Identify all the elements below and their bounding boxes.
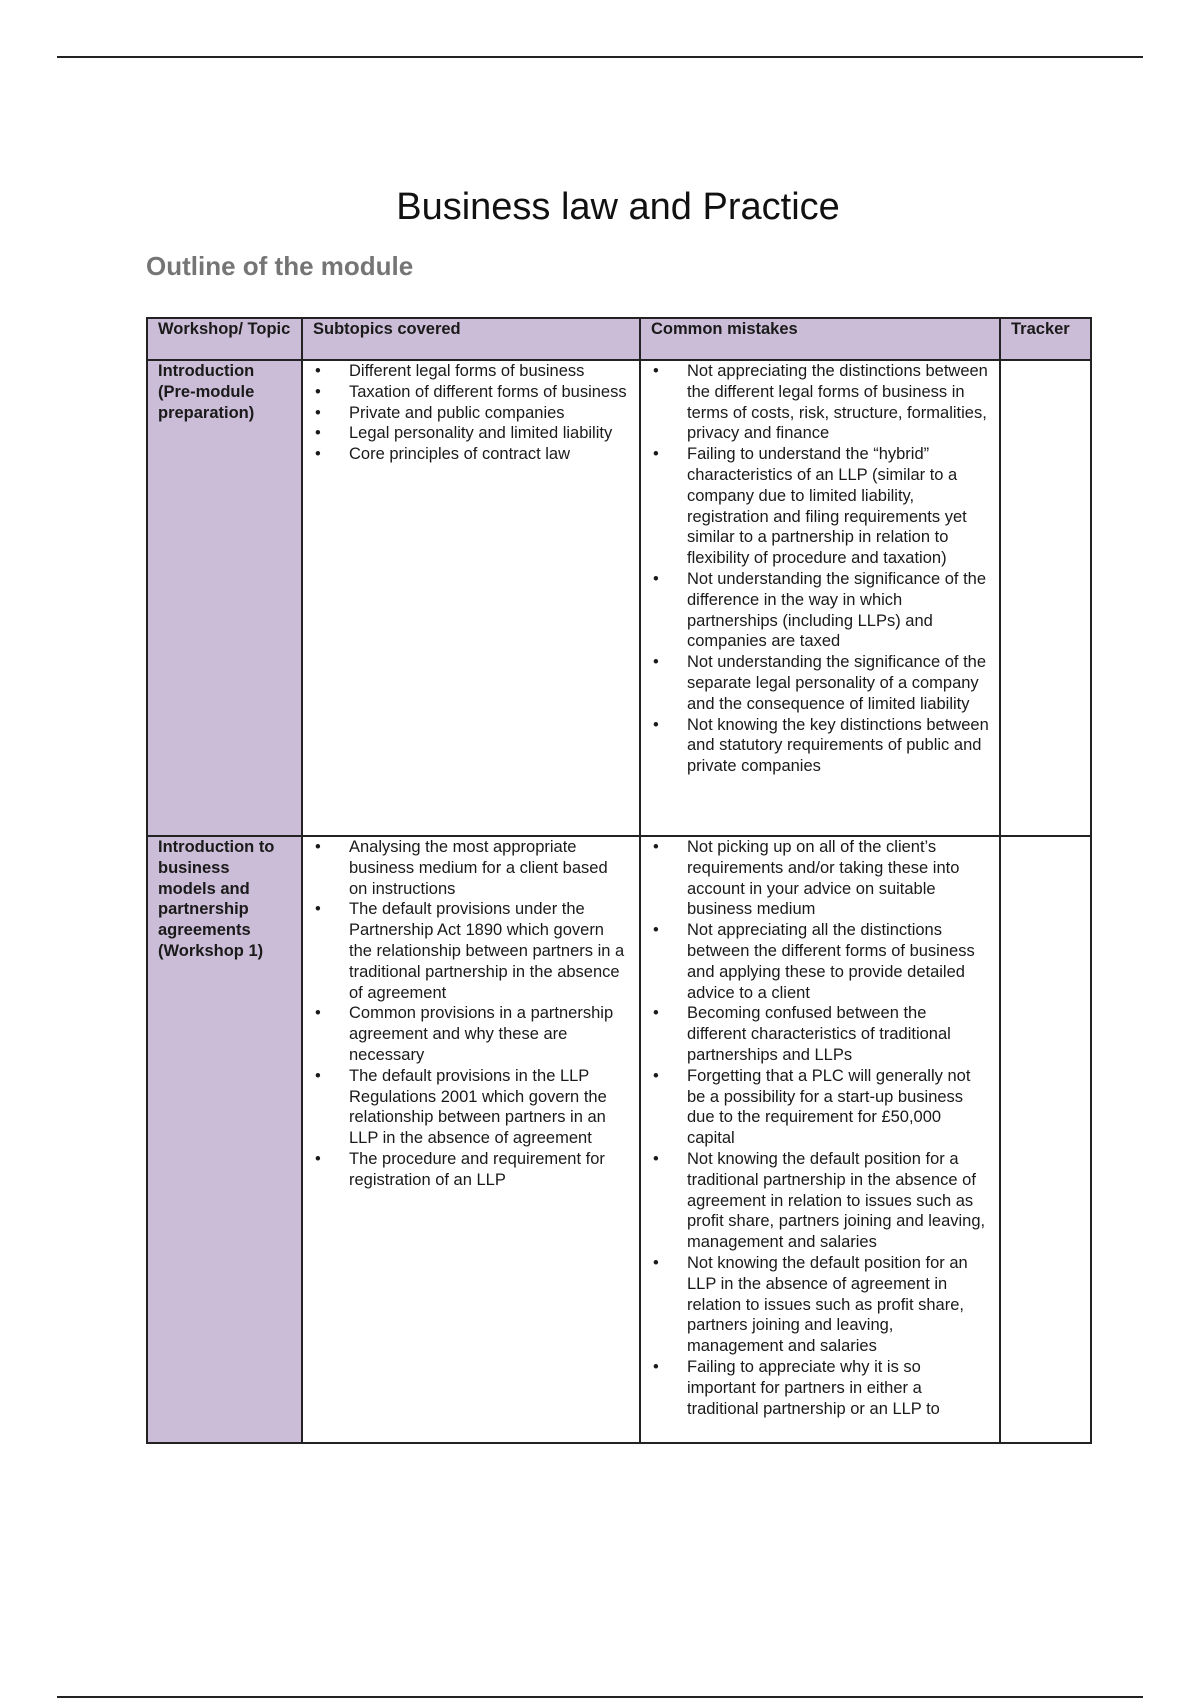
- tracker-cell[interactable]: [1000, 836, 1091, 1443]
- subtopics-cell: [302, 360, 640, 836]
- mistakes-list: [651, 837, 989, 1419]
- tracker-cell[interactable]: [1000, 360, 1091, 836]
- list-item: • The default provisions in the LLP Regulations 2001 which govern the relationship between partners in an LLP in the absence of agreement: [313, 1066, 629, 1149]
- page-title: Business law and Practice: [396, 186, 840, 228]
- list-item: • Different legal forms of business: [313, 361, 629, 382]
- table-row: [147, 360, 1091, 836]
- list-item: • Not understanding the significance of the difference in the way in which partnerships (including LLPs) and companies are taxed: [651, 569, 989, 652]
- header-rule: [57, 56, 1143, 58]
- table-header-row: [147, 318, 1091, 360]
- table-row: [147, 836, 1091, 1443]
- mistakes-cell: [640, 360, 1000, 836]
- header-subtopics: Subtopics covered: [302, 318, 640, 360]
- module-outline-table: [146, 317, 1092, 1444]
- topic-cell: Introduction (Pre-module preparation): [147, 360, 302, 836]
- list-item: • Failing to appreciate why it is so important for partners in either a traditional partnership or an LLP to: [651, 1357, 989, 1419]
- list-item: • Not knowing the default position for an LLP in the absence of agreement in relation to issues such as profit share, partners joining and leaving, management and salaries: [651, 1253, 989, 1357]
- list-item: • Failing to understand the “hybrid” characteristics of an LLP (similar to a company due to limited liability, registration and filing requirements yet similar to a partnership in relation to flexibility of procedure and taxation): [651, 444, 989, 569]
- list-item: • Analysing the most appropriate business medium for a client based on instructions: [313, 837, 629, 899]
- list-item: • Common provisions in a partnership agreement and why these are necessary: [313, 1003, 629, 1065]
- mistakes-list: [651, 361, 989, 777]
- list-item: • Private and public companies: [313, 403, 629, 424]
- list-item: • Not picking up on all of the client’s requirements and/or taking these into account in your advice on suitable business medium: [651, 837, 989, 920]
- list-item: • Forgetting that a PLC will generally not be a possibility for a start-up business due to the requirement for £50,000 capital: [651, 1066, 989, 1149]
- footer-rule: [57, 1696, 1143, 1698]
- subtopics-list: [313, 837, 629, 1191]
- list-item: • The default provisions under the Partnership Act 1890 which govern the relationship between partners in a traditional partnership in the absence of agreement: [313, 899, 629, 1003]
- header-common-mistakes: Common mistakes: [640, 318, 1000, 360]
- subtopics-list: [313, 361, 629, 465]
- list-item: • Not appreciating the distinctions between the different legal forms of business in terms of costs, risk, structure, formalities, privacy and finance: [651, 361, 989, 444]
- topic-cell: Introduction to business models and partnership agreements (Workshop 1): [147, 836, 302, 1443]
- subtopics-cell: [302, 836, 640, 1443]
- mistakes-cell: [640, 836, 1000, 1443]
- list-item: • The procedure and requirement for registration of an LLP: [313, 1149, 629, 1191]
- header-tracker: Tracker: [1000, 318, 1091, 360]
- list-item: • Legal personality and limited liability: [313, 423, 629, 444]
- header-workshop-topic: Workshop/ Topic: [147, 318, 302, 360]
- list-item: • Taxation of different forms of business: [313, 382, 629, 403]
- list-item: • Core principles of contract law: [313, 444, 629, 465]
- list-item: • Not understanding the significance of the separate legal personality of a company and the consequence of limited liability: [651, 652, 989, 714]
- section-heading: Outline of the module: [146, 251, 414, 281]
- list-item: • Not knowing the default position for a traditional partnership in the absence of agreement in relation to issues such as profit share, partners joining and leaving, management and salaries: [651, 1149, 989, 1253]
- list-item: • Becoming confused between the different characteristics of traditional partnerships and LLPs: [651, 1003, 989, 1065]
- list-item: • Not appreciating all the distinctions between the different forms of business and applying these to provide detailed advice to a client: [651, 920, 989, 1003]
- list-item: • Not knowing the key distinctions between and statutory requirements of public and private companies: [651, 715, 989, 777]
